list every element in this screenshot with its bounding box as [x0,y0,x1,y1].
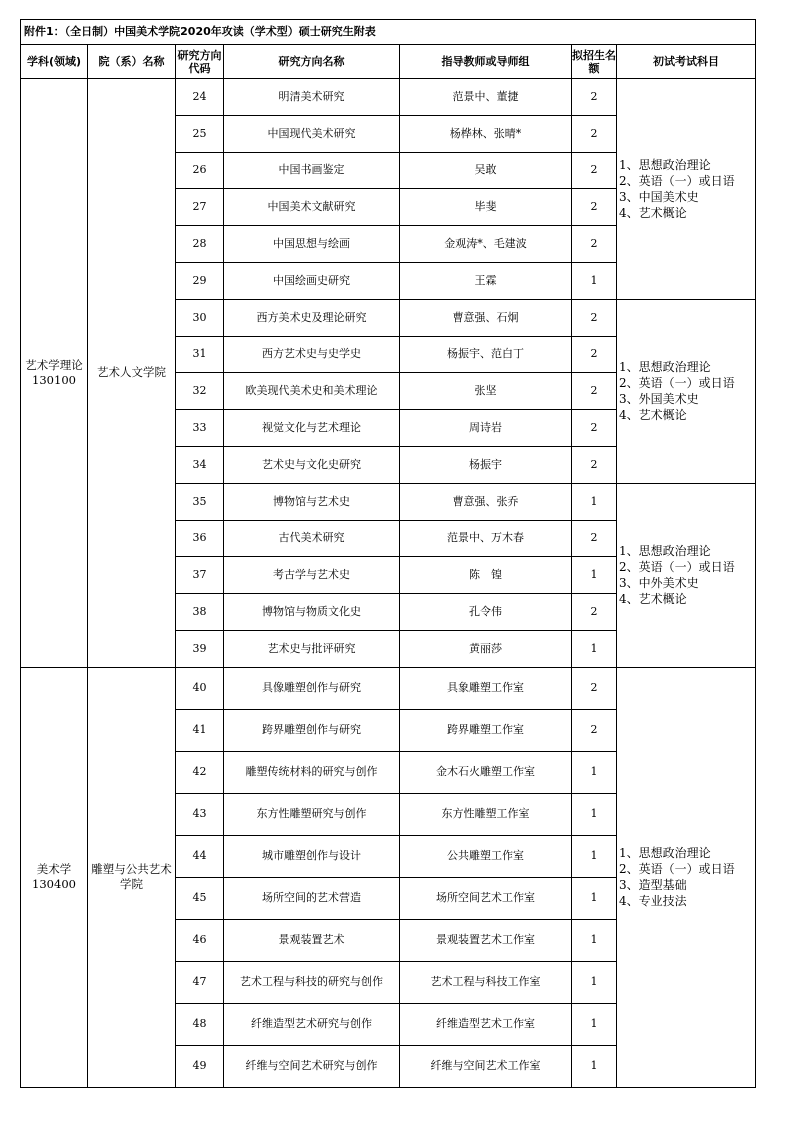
quota-value: 1 [572,483,617,520]
advisor-name: 纤维与空间艺术工作室 [400,1045,572,1087]
field-name: 美术学 [36,862,72,877]
quota-value: 1 [572,262,617,299]
advisor-name: 周诗岩 [400,410,572,447]
direction-code: 30 [176,299,224,336]
advisor-name: 景观装置艺术工作室 [400,919,572,961]
exam-subject: 1、思想政治理论 [619,157,711,172]
direction-code: 44 [176,835,224,877]
dept-cell: 雕塑与公共艺术学院 [88,667,176,1087]
advisor-name: 东方性雕塑工作室 [400,793,572,835]
advisor-name: 曹意强、石炯 [400,299,572,336]
direction-name: 视觉文化与艺术理论 [224,410,400,447]
quota-value: 2 [572,336,617,373]
direction-name: 景观装置艺术 [224,919,400,961]
advisor-name: 范景中、董捷 [400,79,572,116]
direction-code: 35 [176,483,224,520]
advisor-name: 金木石火雕塑工作室 [400,751,572,793]
direction-code: 34 [176,446,224,483]
document-sheet [20,19,755,1088]
quota-value: 2 [572,520,617,557]
direction-name: 博物馆与艺术史 [224,483,400,520]
exam-subject: 2、英语（一）或日语 [619,376,735,391]
exam-subject: 3、造型基础 [619,878,687,893]
direction-code: 38 [176,594,224,631]
exam-subjects [617,667,756,1087]
quota-value: 2 [572,373,617,410]
direction-name: 纤维造型艺术研究与创作 [224,1003,400,1045]
direction-code: 36 [176,520,224,557]
exam-subject: 1、思想政治理论 [619,360,711,375]
advisor-name: 曹意强、张乔 [400,483,572,520]
advisor-name: 场所空间艺术工作室 [400,877,572,919]
direction-name: 中国书画鉴定 [224,152,400,189]
header-code: 研究方向代码 [176,45,224,79]
direction-name: 考古学与艺术史 [224,557,400,594]
advisor-name: 公共雕塑工作室 [400,835,572,877]
advisor-name: 孔令伟 [400,594,572,631]
exam-subjects [617,483,756,667]
direction-code: 49 [176,1045,224,1087]
exam-subject: 2、英语（一）或日语 [619,173,735,188]
table-row [21,667,756,709]
quota-value: 1 [572,630,617,667]
exam-subjects [617,299,756,483]
direction-code: 47 [176,961,224,1003]
direction-name: 西方艺术史与史学史 [224,336,400,373]
header-row [21,45,756,79]
direction-name: 雕塑传统材料的研究与创作 [224,751,400,793]
advisor-name: 具象雕塑工作室 [400,667,572,709]
direction-name: 中国美术文献研究 [224,189,400,226]
field-cell [21,79,88,668]
header-direction: 研究方向名称 [224,45,400,79]
header-dept: 院（系）名称 [88,45,176,79]
direction-name: 古代美术研究 [224,520,400,557]
quota-value: 1 [572,1045,617,1087]
direction-code: 42 [176,751,224,793]
quota-value: 2 [572,299,617,336]
exam-subject: 4、专业技法 [619,894,687,909]
direction-name: 东方性雕塑研究与创作 [224,793,400,835]
quota-value: 1 [572,961,617,1003]
direction-code: 40 [176,667,224,709]
advisor-name: 陈 锽 [400,557,572,594]
exam-subject: 2、英语（一）或日语 [619,560,735,575]
direction-code: 41 [176,709,224,751]
advisor-name: 范景中、万木春 [400,520,572,557]
direction-code: 25 [176,115,224,152]
direction-name: 明清美术研究 [224,79,400,116]
field-cell [21,667,88,1087]
quota-value: 2 [572,79,617,116]
direction-code: 33 [176,410,224,447]
direction-name: 博物馆与物质文化史 [224,594,400,631]
quota-value: 1 [572,751,617,793]
quota-value: 2 [572,709,617,751]
advisor-name: 跨界雕塑工作室 [400,709,572,751]
direction-name: 纤维与空间艺术研究与创作 [224,1045,400,1087]
direction-code: 31 [176,336,224,373]
exam-subjects [617,79,756,300]
quota-value: 2 [572,594,617,631]
direction-name: 中国绘画史研究 [224,262,400,299]
quota-value: 2 [572,152,617,189]
advisor-name: 吴敢 [400,152,572,189]
direction-code: 48 [176,1003,224,1045]
advisor-name: 纤维造型艺术工作室 [400,1003,572,1045]
advisor-name: 金观涛*、毛建波 [400,226,572,263]
direction-name: 中国现代美术研究 [224,115,400,152]
admission-table [20,19,756,1088]
table-row [21,79,756,116]
exam-subject: 3、中国美术史 [619,189,699,204]
exam-subject: 4、艺术概论 [619,205,687,220]
dept-cell: 艺术人文学院 [88,79,176,668]
direction-name: 具像雕塑创作与研究 [224,667,400,709]
quota-value: 1 [572,919,617,961]
direction-name: 西方美术史及理论研究 [224,299,400,336]
direction-code: 24 [176,79,224,116]
quota-value: 1 [572,877,617,919]
advisor-name: 黄丽莎 [400,630,572,667]
exam-subject: 1、思想政治理论 [619,544,711,559]
header-exam: 初试考试科目 [617,45,756,79]
quota-value: 1 [572,793,617,835]
direction-code: 29 [176,262,224,299]
direction-name: 艺术史与文化史研究 [224,446,400,483]
field-code: 130400 [32,877,76,892]
header-advisor: 指导教师或导师组 [400,45,572,79]
direction-code: 32 [176,373,224,410]
advisor-name: 艺术工程与科技工作室 [400,961,572,1003]
header-quota: 拟招生名额 [572,45,617,79]
direction-name: 欧美现代美术史和美术理论 [224,373,400,410]
advisor-name: 杨桦林、张晴* [400,115,572,152]
quota-value: 2 [572,667,617,709]
exam-subject: 2、英语（一）或日语 [619,862,735,877]
advisor-name: 王霖 [400,262,572,299]
exam-subject: 3、中外美术史 [619,576,699,591]
quota-value: 2 [572,115,617,152]
field-name: 艺术学理论 [25,357,83,372]
direction-code: 46 [176,919,224,961]
exam-subject: 4、艺术概论 [619,592,687,607]
exam-subject: 4、艺术概论 [619,408,687,423]
header-field: 学科(领域) [21,45,88,79]
quota-value: 2 [572,446,617,483]
direction-code: 39 [176,630,224,667]
direction-code: 27 [176,189,224,226]
quota-value: 2 [572,226,617,263]
direction-name: 场所空间的艺术营造 [224,877,400,919]
quota-value: 2 [572,410,617,447]
direction-code: 28 [176,226,224,263]
quota-value: 2 [572,189,617,226]
table-title: 附件1：（全日制）中国美术学院2020年攻读（学术型）硕士研究生附表 [21,20,756,45]
advisor-name: 杨振宇 [400,446,572,483]
advisor-name: 毕斐 [400,189,572,226]
direction-name: 艺术工程与科技的研究与创作 [224,961,400,1003]
exam-subject: 3、外国美术史 [619,392,699,407]
quota-value: 1 [572,557,617,594]
advisor-name: 杨振宇、范白丁 [400,336,572,373]
direction-name: 艺术史与批评研究 [224,630,400,667]
quota-value: 1 [572,835,617,877]
direction-code: 45 [176,877,224,919]
direction-code: 26 [176,152,224,189]
direction-code: 43 [176,793,224,835]
quota-value: 1 [572,1003,617,1045]
direction-name: 中国思想与绘画 [224,226,400,263]
field-code: 130100 [32,372,76,387]
direction-name: 跨界雕塑创作与研究 [224,709,400,751]
direction-code: 37 [176,557,224,594]
direction-name: 城市雕塑创作与设计 [224,835,400,877]
advisor-name: 张坚 [400,373,572,410]
exam-subject: 1、思想政治理论 [619,846,711,861]
